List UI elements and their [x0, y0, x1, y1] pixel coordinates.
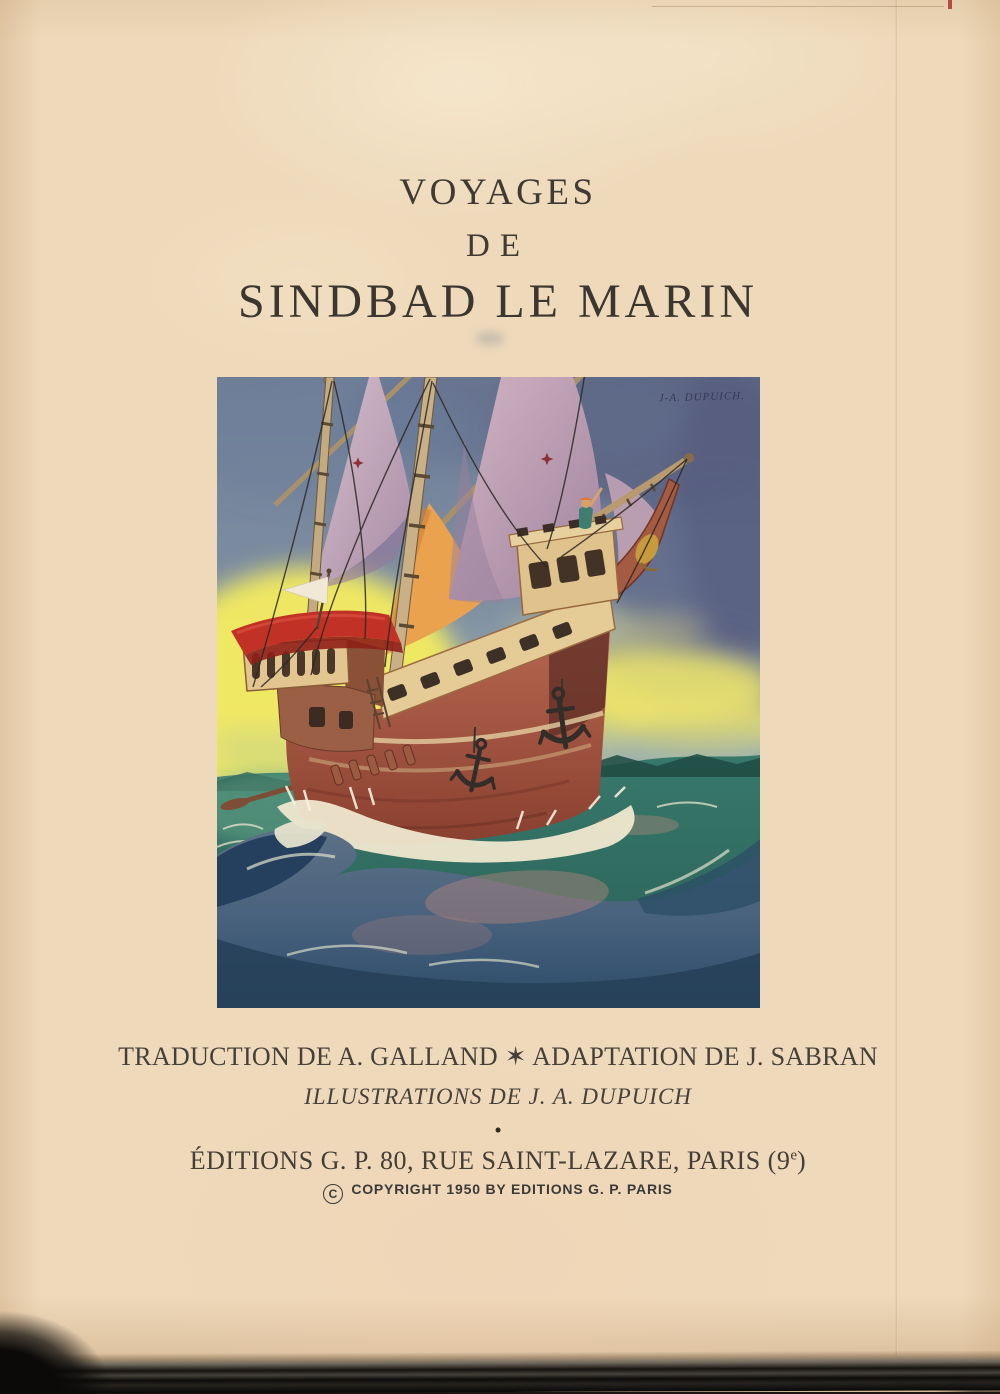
title-line-1: VOYAGES [399, 172, 597, 213]
underlying-page-edge-line [652, 6, 944, 7]
copyright-symbol-icon: C [323, 1184, 343, 1204]
book-edge-bottom [0, 1350, 1000, 1394]
separator-dot: • [494, 1118, 502, 1142]
copyright-line [0, 1181, 996, 1204]
publisher-line [0, 1146, 996, 1176]
publisher-superscript: e [790, 1147, 798, 1164]
ship-illustration [217, 377, 760, 1008]
publisher-suffix: ) [797, 1146, 807, 1175]
title-line-3: SINDBAD LE MARIN [238, 275, 758, 328]
paper-smudge [476, 331, 504, 346]
translation-adaptation-line: TRADUCTION DE A. GALLAND ✶ ADAPTATION DE J. SABRAN [118, 1042, 878, 1071]
copyright-text: COPYRIGHT 1950 BY EDITIONS G. P. PARIS [351, 1181, 673, 1197]
publisher-text: ÉDITIONS G. P. 80, RUE SAINT-LAZARE, PARIS (9 [189, 1146, 791, 1175]
page-crease [895, 0, 898, 1356]
artist-signature: J-A. DUPUICH. [658, 390, 746, 405]
book-edge-corner-left [0, 1282, 150, 1392]
illustrations-credit-line: ILLUSTRATIONS DE J. A. DUPUICH [304, 1084, 692, 1109]
red-mark [948, 0, 952, 9]
title-line-2: DE [466, 228, 530, 264]
